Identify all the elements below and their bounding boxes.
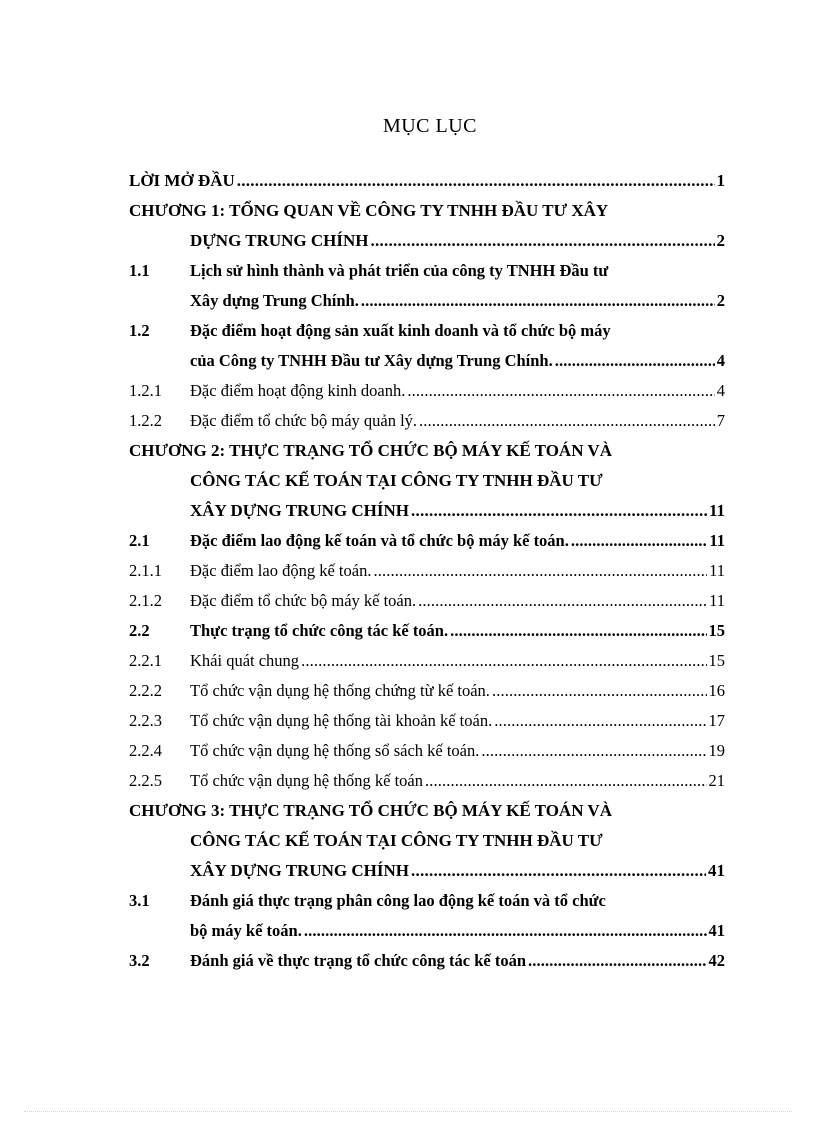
- toc-page-number: 15: [708, 651, 725, 670]
- toc-entry-intro[interactable]: [129, 166, 725, 196]
- toc-entry-text: Đặc điểm lao động kế toán và tổ chức bộ máy kế toán.: [190, 531, 569, 550]
- toc-entry-text: Đặc điểm lao động kế toán.: [190, 561, 372, 580]
- dot-leader: [411, 496, 707, 526]
- toc-entry-2-2-1[interactable]: [129, 646, 725, 676]
- toc-entry-chapter-2[interactable]: [129, 436, 725, 466]
- toc-entry-text: LỜI MỞ ĐẦU: [129, 171, 235, 190]
- toc-page-number: 41: [708, 861, 725, 880]
- toc-page-number: 42: [708, 951, 725, 970]
- toc-entry-3-1[interactable]: [129, 886, 725, 916]
- toc-page-number: 11: [709, 531, 725, 550]
- toc-entry-text: CHƯƠNG 2: THỰC TRẠNG TỔ CHỨC BỘ MÁY KẾ TOÁN VÀ: [129, 441, 612, 460]
- toc-entry-text: CHƯƠNG 1: TỔNG QUAN VỀ CÔNG TY TNHH ĐẦU TƯ XÂY: [129, 201, 609, 220]
- toc-entry-1-1-cont[interactable]: [129, 286, 725, 316]
- toc-page-number: 17: [708, 711, 725, 730]
- toc-page-number: 11: [709, 561, 725, 580]
- toc-page-number: 2: [716, 231, 725, 250]
- toc-entry-text: Đặc điểm tổ chức bộ máy quản lý.: [190, 411, 418, 430]
- toc-entry-1-2[interactable]: [129, 316, 725, 346]
- dot-leader: [419, 406, 715, 436]
- toc-entry-chapter-3-cont-2[interactable]: [129, 856, 725, 886]
- toc-entry-1-1[interactable]: [129, 256, 725, 286]
- dot-leader: [411, 856, 706, 886]
- dot-leader: [450, 616, 706, 646]
- toc-title: MỤC LỤC: [382, 115, 478, 137]
- toc-entry-text: CÔNG TÁC KẾ TOÁN TẠI CÔNG TY TNHH ĐẦU TƯ: [190, 471, 603, 490]
- toc-entry-text: Đặc điểm hoạt động kinh doanh.: [190, 381, 406, 400]
- toc-entry-text: Xây dựng Trung Chính.: [190, 291, 359, 310]
- toc-section-number: 2.2.2: [129, 681, 162, 700]
- toc-section-number: 2.2.1: [129, 651, 162, 670]
- toc-page-number: 2: [716, 291, 725, 310]
- dot-leader: [555, 346, 715, 376]
- toc-section-number: 2.1: [129, 531, 150, 550]
- toc-page-number: 7: [716, 411, 725, 430]
- dot-leader: [301, 646, 706, 676]
- toc-section-number: 1.2: [129, 321, 150, 340]
- dot-leader: [304, 916, 707, 946]
- toc-entry-text: Đặc điểm tổ chức bộ máy kế toán.: [190, 591, 417, 610]
- toc-section-number: 2.2: [129, 621, 150, 640]
- toc-page-number: 1: [716, 171, 725, 190]
- toc-entry-chapter-2-cont-2[interactable]: [129, 496, 725, 526]
- toc-entry-text: Tổ chức vận dụng hệ thống kế toán: [190, 771, 424, 790]
- toc-entry-text: CÔNG TÁC KẾ TOÁN TẠI CÔNG TY TNHH ĐẦU TƯ: [190, 831, 603, 850]
- toc-entry-text: Khái quát chung: [190, 651, 300, 670]
- toc-page-number: 11: [709, 591, 725, 610]
- toc-entry-2-1-1[interactable]: [129, 556, 725, 586]
- toc-section-number: 1.2.2: [129, 411, 162, 430]
- dot-leader: [407, 376, 714, 406]
- toc-entry-2-2[interactable]: [129, 616, 725, 646]
- toc-section-number: 2.1.2: [129, 591, 162, 610]
- dot-leader: [571, 526, 708, 556]
- toc-entry-3-1-cont[interactable]: [129, 916, 725, 946]
- toc-entry-text: Tổ chức vận dụng hệ thống chứng từ kế toán.: [190, 681, 490, 700]
- table-of-contents: [129, 166, 725, 976]
- toc-entry-1-2-cont[interactable]: [129, 346, 725, 376]
- toc-entry-text: DỰNG TRUNG CHÍNH: [190, 231, 369, 250]
- toc-section-number: 3.1: [129, 891, 150, 910]
- toc-section-number: 1.1: [129, 261, 150, 280]
- dot-leader: [237, 166, 715, 196]
- dot-leader: [371, 226, 715, 256]
- toc-page-number: 4: [716, 351, 725, 370]
- toc-entry-text: XÂY DỰNG TRUNG CHÍNH: [190, 861, 409, 880]
- toc-section-number: 2.1.1: [129, 561, 162, 580]
- toc-entry-chapter-1-cont[interactable]: [129, 226, 725, 256]
- toc-entry-text: XÂY DỰNG TRUNG CHÍNH: [190, 501, 409, 520]
- toc-section-number: 2.2.5: [129, 771, 162, 790]
- toc-entry-2-1[interactable]: [129, 526, 725, 556]
- toc-page-number: 4: [716, 381, 725, 400]
- toc-page-number: 11: [708, 501, 725, 520]
- toc-entry-text: Thực trạng tổ chức công tác kế toán.: [190, 621, 449, 640]
- toc-entry-2-1-2[interactable]: [129, 586, 725, 616]
- dot-leader: [494, 706, 706, 736]
- toc-entry-chapter-1[interactable]: [129, 196, 725, 226]
- toc-entry-2-2-2[interactable]: [129, 676, 725, 706]
- toc-entry-1-2-1[interactable]: [129, 376, 725, 406]
- dot-leader: [481, 736, 706, 766]
- toc-entry-3-2[interactable]: [129, 946, 725, 976]
- toc-entry-2-2-5[interactable]: [129, 766, 725, 796]
- toc-entry-text: Đánh giá thực trạng phân công lao động kế toán và tổ chức: [190, 891, 606, 910]
- toc-entry-text: Tổ chức vận dụng hệ thống tài khoản kế toán.: [190, 711, 493, 730]
- toc-section-number: 2.2.3: [129, 711, 162, 730]
- dot-leader: [492, 676, 707, 706]
- toc-entry-chapter-3-cont[interactable]: [129, 826, 725, 856]
- toc-entry-2-2-3[interactable]: [129, 706, 725, 736]
- page-bottom-divider: [24, 1111, 792, 1112]
- toc-entry-text: Đặc điểm hoạt động sản xuất kinh doanh và tổ chức bộ máy: [190, 321, 611, 340]
- toc-entry-1-2-2[interactable]: [129, 406, 725, 436]
- toc-entry-2-2-4[interactable]: [129, 736, 725, 766]
- toc-page-number: 19: [708, 741, 725, 760]
- toc-page-number: 16: [708, 681, 725, 700]
- dot-leader: [373, 556, 707, 586]
- toc-entry-chapter-2-cont[interactable]: [129, 466, 725, 496]
- toc-entry-text: bộ máy kế toán.: [190, 921, 302, 940]
- toc-section-number: 3.2: [129, 951, 150, 970]
- toc-section-number: 2.2.4: [129, 741, 162, 760]
- dot-leader: [425, 766, 706, 796]
- dot-leader: [418, 586, 707, 616]
- toc-section-number: 1.2.1: [129, 381, 162, 400]
- toc-entry-text: Tổ chức vận dụng hệ thống sổ sách kế toán.: [190, 741, 480, 760]
- toc-entry-text: Lịch sử hình thành và phát triển của công ty TNHH Đầu tư: [190, 261, 609, 280]
- toc-page-number: 41: [708, 921, 725, 940]
- toc-page-number: 21: [708, 771, 725, 790]
- toc-entry-chapter-3[interactable]: [129, 796, 725, 826]
- toc-entry-text: CHƯƠNG 3: THỰC TRẠNG TỔ CHỨC BỘ MÁY KẾ TOÁN VÀ: [129, 801, 612, 820]
- toc-entry-text: Đánh giá về thực trạng tổ chức công tác kế toán: [190, 951, 527, 970]
- dot-leader: [361, 286, 715, 316]
- toc-page-number: 15: [708, 621, 725, 640]
- dot-leader: [528, 946, 706, 976]
- toc-entry-text: của Công ty TNHH Đầu tư Xây dựng Trung Chính.: [190, 351, 553, 370]
